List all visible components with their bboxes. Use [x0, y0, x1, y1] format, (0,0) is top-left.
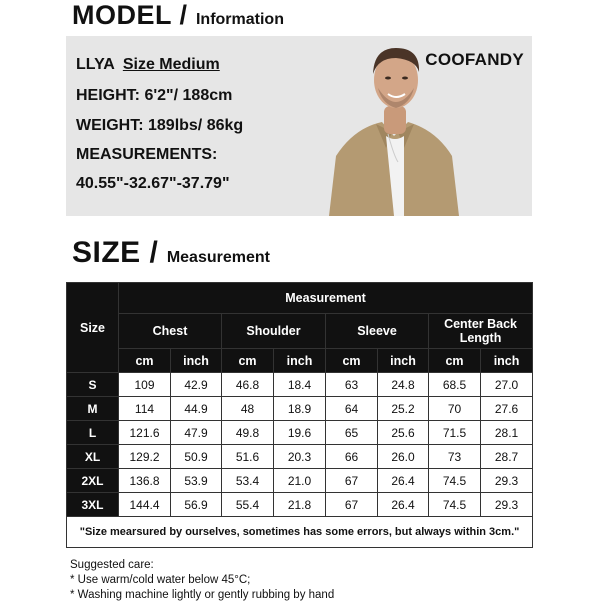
brand-logo: COOFANDY [425, 50, 524, 69]
measurement-cell: 20.3 [274, 445, 326, 469]
measurement-cell: 26.4 [378, 493, 429, 517]
measurement-cell: 67 [326, 469, 378, 493]
model-weight: WEIGHT: 189lbs/ 86kg [76, 117, 244, 134]
unit-header: cm [429, 349, 481, 373]
care-line: * Use warm/cold water below 45°C; [70, 574, 251, 586]
size-label-cell: S [67, 373, 119, 397]
size-label-cell: XL [67, 445, 119, 469]
unit-header: inch [378, 349, 429, 373]
size-heading-subtitle: Measurement [166, 249, 270, 266]
model-info-panel [66, 36, 532, 216]
measurement-cell: 18.4 [274, 373, 326, 397]
measurement-cell: 29.3 [481, 469, 533, 493]
measurement-cell: 73 [429, 445, 481, 469]
measurement-cell: 109 [119, 373, 171, 397]
measurement-cell: 74.5 [429, 469, 481, 493]
measurement-cell: 50.9 [171, 445, 222, 469]
model-heading-subtitle: Information [195, 11, 284, 28]
measurement-cell: 42.9 [171, 373, 222, 397]
measurement-cell: 53.4 [222, 469, 274, 493]
measurement-cell: 65 [326, 421, 378, 445]
measurement-cell: 24.8 [378, 373, 429, 397]
measurement-cell: 74.5 [429, 493, 481, 517]
measurement-cell: 114 [119, 397, 171, 421]
unit-header: cm [326, 349, 378, 373]
measurement-cell: 64 [326, 397, 378, 421]
measurement-cell: 144.4 [119, 493, 171, 517]
care-instructions [70, 558, 334, 603]
measurement-cell: 26.4 [378, 469, 429, 493]
measurement-cell: 26.0 [378, 445, 429, 469]
measurement-cell: 53.9 [171, 469, 222, 493]
measurement-cell: 121.6 [119, 421, 171, 445]
model-height: HEIGHT: 6'2"/ 188cm [76, 87, 233, 104]
measurement-cell: 47.9 [171, 421, 222, 445]
measurement-cell: 46.8 [222, 373, 274, 397]
measurement-cell: 25.2 [378, 397, 429, 421]
measurement-cell: 21.8 [274, 493, 326, 517]
measurement-cell: 18.9 [274, 397, 326, 421]
size-label-cell: 2XL [67, 469, 119, 493]
group-header-sleeve: Sleeve [326, 314, 429, 349]
size-heading [72, 236, 270, 270]
table-row [67, 421, 533, 445]
measurement-cell: 29.3 [481, 493, 533, 517]
group-header-center-back-length: Center Back Length [429, 314, 533, 349]
measurement-cell: 28.7 [481, 445, 533, 469]
measurement-cell: 48 [222, 397, 274, 421]
unit-header: inch [481, 349, 533, 373]
unit-header: inch [171, 349, 222, 373]
model-size: Size Medium [122, 56, 220, 73]
care-line: * Washing machine lightly or gently rubbing by hand [70, 589, 335, 601]
size-column-header: Size [67, 283, 119, 373]
group-header-shoulder: Shoulder [222, 314, 326, 349]
measurement-cell: 66 [326, 445, 378, 469]
measurement-cell: 51.6 [222, 445, 274, 469]
measurement-cell: 70 [429, 397, 481, 421]
size-chart-table [66, 282, 533, 548]
model-name: LLYA [76, 56, 115, 73]
model-name-line [76, 56, 220, 74]
measurement-cell: 136.8 [119, 469, 171, 493]
measurement-cell: 63 [326, 373, 378, 397]
measurement-cell: 67 [326, 493, 378, 517]
size-note: "Size mearsured by ourselves, sometimes has some errors, but always within 3cm." [67, 517, 533, 548]
measurement-cell: 44.9 [171, 397, 222, 421]
unit-header: cm [119, 349, 171, 373]
model-measurements-label: MEASUREMENTS: [76, 146, 218, 163]
model-heading-title: MODEL / [72, 0, 188, 30]
table-row [67, 397, 533, 421]
table-row [67, 493, 533, 517]
model-measurements-value: 40.55"-32.67"-37.79" [76, 175, 230, 192]
measurement-cell: 49.8 [222, 421, 274, 445]
measurement-cell: 21.0 [274, 469, 326, 493]
size-label-cell: L [67, 421, 119, 445]
care-title: Suggested care: [70, 559, 154, 571]
table-row [67, 373, 533, 397]
group-header-chest: Chest [119, 314, 222, 349]
measurement-cell: 68.5 [429, 373, 481, 397]
model-heading [72, 0, 284, 31]
measurement-cell: 25.6 [378, 421, 429, 445]
measurement-cell: 55.4 [222, 493, 274, 517]
measurement-cell: 19.6 [274, 421, 326, 445]
measurement-cell: 71.5 [429, 421, 481, 445]
measurement-header: Measurement [119, 283, 533, 314]
measurement-cell: 56.9 [171, 493, 222, 517]
size-heading-title: SIZE / [72, 236, 159, 269]
table-row [67, 469, 533, 493]
size-label-cell: M [67, 397, 119, 421]
size-label-cell: 3XL [67, 493, 119, 517]
measurement-cell: 28.1 [481, 421, 533, 445]
size-table-body [67, 373, 533, 517]
measurement-cell: 129.2 [119, 445, 171, 469]
unit-header: cm [222, 349, 274, 373]
unit-header: inch [274, 349, 326, 373]
measurement-cell: 27.0 [481, 373, 533, 397]
table-row [67, 445, 533, 469]
measurement-cell: 27.6 [481, 397, 533, 421]
